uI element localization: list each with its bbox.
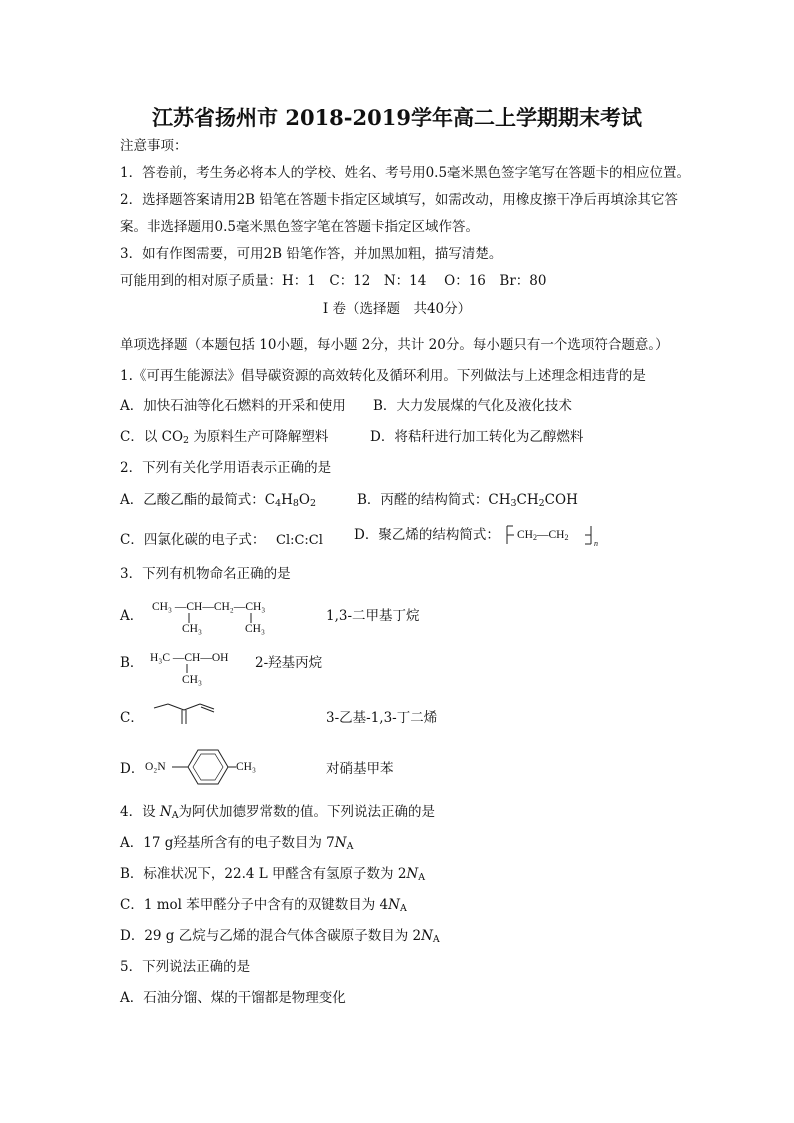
q2-option-a: A．乙酸乙酯的最简式：$C_4H_8O_2$	[120, 492, 316, 509]
q1-option-c: C．以 $CO_2$ 为原料生产可降解塑料	[120, 429, 329, 446]
q3-c-letter: C．	[120, 710, 144, 726]
q3-b-branch: CH₃	[182, 674, 202, 686]
q2-option-d-formula: $CH_2—CH_2$	[517, 529, 569, 542]
q2-option-d-label: D．聚乙烯的结构简式：	[354, 527, 500, 543]
q2-stem: 2．下列有关化学用语表示正确的是	[120, 460, 332, 476]
q1-option-d: D．将秸秆进行加工转化为乙醇燃料	[370, 429, 584, 445]
q3-c-name: 3-乙基-1,3-丁二烯	[326, 710, 438, 726]
q3-b-name: 2-羟基丙烷	[255, 655, 323, 671]
q4-option-b: B．标准状况下，22.4 L 甲醛含有氢原子数为 $2N_A$	[120, 866, 426, 883]
q2-option-d-n: n	[594, 539, 598, 548]
notice-item-3: 3．如有作图需要，可用2B 铅笔作答，并加黑加粗，描写清楚。	[120, 246, 503, 262]
q4-stem: 4．设 $N_A$为阿伏加德罗常数的值。下列说法正确的是	[120, 804, 436, 821]
notice-item-1: 1．答卷前，考生务必将本人的学校、姓名、考号用0.5毫米黑色签字笔写在答题卡的相应位置。	[120, 165, 691, 181]
q5-option-a: A．石油分馏、煤的干馏都是物理变化	[120, 990, 346, 1006]
q1-option-a: A．加快石油等化石燃料的开采和使用	[120, 398, 346, 414]
q3-d-letter: D．	[120, 761, 145, 777]
q3-c-skeletal-structure-icon	[150, 700, 220, 730]
q3-b-letter: B．	[120, 655, 144, 671]
q1-stem: 1.《可再生能源法》倡导碳资源的高效转化及循环利用。下列做法与上述理念相违背的是	[120, 368, 646, 384]
q3-a-name: 1,3-二甲基丁烷	[326, 608, 420, 624]
q3-d-nitro-group: O₂N	[145, 761, 166, 773]
q2-option-c-formula: Cl:C:Cl	[276, 533, 323, 548]
q2-option-c-label: C．四氯化碳的电子式：	[120, 532, 266, 548]
q1-option-b: B．大力发展煤的气化及液化技术	[373, 398, 572, 414]
benzene-ring-icon	[172, 746, 238, 786]
q3-a-letter: A．	[120, 608, 144, 624]
q4-option-c: C．1 mol 苯甲醛分子中含有的双键数目为 $4N_A$	[120, 897, 407, 914]
section-instruction: 单项选择题（本题包括 10小题，每小题 2分，共计 20分。每小题只有一个选项符合题意。）	[120, 337, 669, 353]
q3-a-branch-1: CH₃	[182, 623, 202, 635]
q2-option-b: B．丙醛的结构简式：$CH_3CH_2COH$	[357, 492, 578, 509]
q5-stem: 5．下列说法正确的是	[120, 959, 251, 975]
notice-heading: 注意事项：	[120, 138, 188, 154]
section-title: Ⅰ 卷（选择题 共40分）	[322, 301, 472, 317]
q3-stem: 3．下列有机物命名正确的是	[120, 566, 291, 582]
q4-option-a: A．17 g羟基所含有的电子数目为 $7N_A$	[120, 835, 354, 852]
q4-option-d: D．29 g 乙烷与乙烯的混合气体含碳原子数目为 $2N_A$	[120, 928, 440, 945]
notice-item-2-cont: 案。非选择题用0.5毫米黑色签字笔在答题卡指定区域作答。	[120, 219, 479, 235]
q3-a-branch-2: CH₃	[245, 623, 265, 635]
exam-title: 江苏省扬州市 2018-2019学年高二上学期期末考试	[152, 105, 642, 130]
atomic-masses: 可能用到的相对原子质量：H：1 C：12 N：14 O：16 Br：80	[120, 273, 547, 289]
q3-b-main-chain: H₃C —CH—OH	[150, 652, 229, 664]
q3-a-main-chain: CH₃ —CH—CH₂—CH₃	[152, 601, 266, 613]
notice-item-2: 2．选择题答案请用2B 铅笔在答题卡指定区域填写，如需改动，用橡皮擦干净后再填涂其它答	[120, 192, 678, 208]
q3-d-name: 对硝基甲苯	[326, 761, 394, 777]
q3-d-methyl-group: CH₃	[236, 761, 256, 773]
